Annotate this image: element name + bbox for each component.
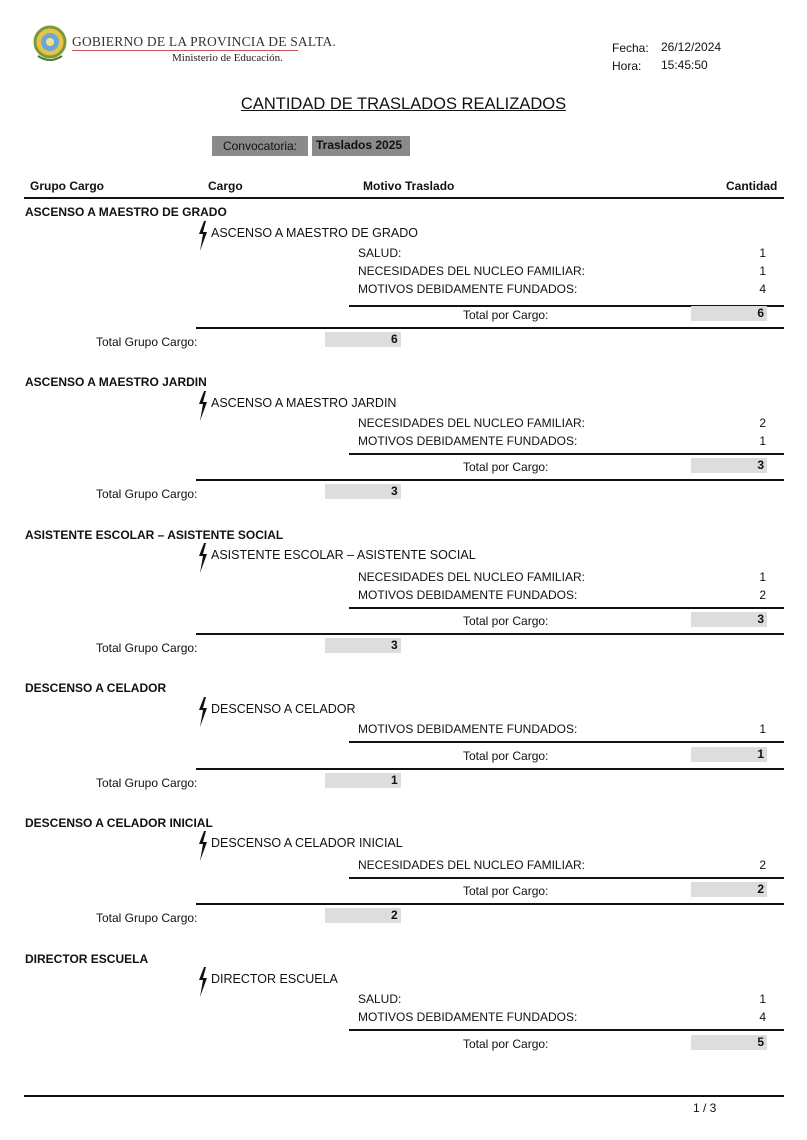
cargo-name: ASCENSO A MAESTRO JARDIN: [211, 396, 397, 410]
total-grupo-cargo-label: Total Grupo Cargo:: [96, 776, 198, 790]
col-grupo-cargo: Grupo Cargo: [30, 179, 104, 193]
motivo-label: NECESIDADES DEL NUCLEO FAMILIAR:: [358, 858, 585, 872]
total-por-cargo-value: 6: [691, 306, 767, 321]
motivo-label: NECESIDADES DEL NUCLEO FAMILIAR:: [358, 570, 585, 584]
motivo-cantidad: 2: [759, 858, 766, 872]
cargo-name: DESCENSO A CELADOR INICIAL: [211, 836, 403, 850]
footer-rule: [24, 1095, 784, 1097]
total-grupo-cargo-value: 2: [325, 908, 401, 923]
total-cargo-rule: [349, 453, 784, 455]
motivo-cantidad: 1: [759, 434, 766, 448]
total-grupo-cargo-label: Total Grupo Cargo:: [96, 911, 198, 925]
lightning-bolt-icon: [197, 697, 209, 730]
motivo-label: MOTIVOS DEBIDAMENTE FUNDADOS:: [358, 1010, 578, 1024]
group-cargo-name: DIRECTOR ESCUELA: [25, 952, 149, 966]
convocatoria-label: Convocatoria:: [212, 136, 308, 156]
motivo-label: MOTIVOS DEBIDAMENTE FUNDADOS:: [358, 722, 578, 736]
col-cargo: Cargo: [208, 179, 243, 193]
cargo-name: DIRECTOR ESCUELA: [211, 972, 338, 986]
motivo-cantidad: 4: [759, 282, 766, 296]
motivo-cantidad: 1: [759, 722, 766, 736]
motivo-label: NECESIDADES DEL NUCLEO FAMILIAR:: [358, 416, 585, 430]
total-grupo-cargo-value: 3: [325, 638, 401, 653]
lightning-bolt-icon: [197, 831, 209, 864]
motivo-cantidad: 1: [759, 246, 766, 260]
motivo-label: MOTIVOS DEBIDAMENTE FUNDADOS:: [358, 434, 578, 448]
lightning-bolt-icon: [197, 967, 209, 1000]
cargo-name: DESCENSO A CELADOR: [211, 702, 356, 716]
group-cargo-name: ASCENSO A MAESTRO DE GRADO: [25, 205, 227, 219]
total-por-cargo-label: Total por Cargo:: [463, 884, 549, 898]
fecha-value: 26/12/2024: [661, 40, 722, 54]
lightning-bolt-icon: [197, 543, 209, 576]
motivo-label: MOTIVOS DEBIDAMENTE FUNDADOS:: [358, 588, 578, 602]
total-grupo-cargo-label: Total Grupo Cargo:: [96, 641, 198, 655]
lightning-bolt-icon: [197, 391, 209, 424]
group-bottom-rule: [196, 633, 784, 635]
hora-label: Hora:: [612, 59, 642, 73]
group-bottom-rule: [196, 327, 784, 329]
col-cantidad: Cantidad: [726, 179, 778, 193]
total-grupo-cargo-value: 1: [325, 773, 401, 788]
group-cargo-name: DESCENSO A CELADOR INICIAL: [25, 816, 213, 830]
org-name: GOBIERNO DE LA PROVINCIA DE SALTA.: [72, 34, 336, 49]
header-rule: [24, 197, 784, 199]
motivo-label: SALUD:: [358, 992, 402, 1006]
group-cargo-name: ASISTENTE ESCOLAR – ASISTENTE SOCIAL: [25, 528, 284, 542]
provincial-seal-icon: [32, 22, 68, 64]
motivo-label: NECESIDADES DEL NUCLEO FAMILIAR:: [358, 264, 585, 278]
ministry-name: Ministerio de Educación.: [172, 52, 283, 64]
org-rule: [72, 50, 298, 51]
total-cargo-rule: [349, 741, 784, 743]
total-cargo-rule: [349, 877, 784, 879]
total-por-cargo-value: 2: [691, 882, 767, 897]
total-por-cargo-label: Total por Cargo:: [463, 460, 549, 474]
hora-value: 15:45:50: [661, 58, 708, 72]
government-logo: [32, 22, 336, 66]
group-cargo-name: DESCENSO A CELADOR: [25, 681, 167, 695]
total-por-cargo-value: 3: [691, 612, 767, 627]
cargo-name: ASISTENTE ESCOLAR – ASISTENTE SOCIAL: [211, 548, 476, 562]
lightning-bolt-icon: [197, 221, 209, 254]
total-grupo-cargo-label: Total Grupo Cargo:: [96, 487, 198, 501]
motivo-cantidad: 2: [759, 588, 766, 602]
motivo-cantidad: 1: [759, 264, 766, 278]
total-por-cargo-label: Total por Cargo:: [463, 1037, 549, 1051]
total-por-cargo-value: 3: [691, 458, 767, 473]
total-cargo-rule: [349, 1029, 784, 1031]
group-bottom-rule: [196, 903, 784, 905]
col-motivo: Motivo Traslado: [363, 179, 455, 193]
motivo-cantidad: 1: [759, 570, 766, 584]
group-bottom-rule: [196, 768, 784, 770]
cargo-name: ASCENSO A MAESTRO DE GRADO: [211, 226, 418, 240]
total-grupo-cargo-label: Total Grupo Cargo:: [96, 335, 198, 349]
total-por-cargo-label: Total por Cargo:: [463, 308, 549, 322]
group-cargo-name: ASCENSO A MAESTRO JARDIN: [25, 375, 207, 389]
total-por-cargo-label: Total por Cargo:: [463, 614, 549, 628]
total-grupo-cargo-value: 6: [325, 332, 401, 347]
group-bottom-rule: [196, 479, 784, 481]
page-number: 1 / 3: [693, 1101, 717, 1115]
motivo-cantidad: 4: [759, 1010, 766, 1024]
total-por-cargo-label: Total por Cargo:: [463, 749, 549, 763]
total-por-cargo-value: 1: [691, 747, 767, 762]
motivo-cantidad: 2: [759, 416, 766, 430]
fecha-label: Fecha:: [612, 41, 649, 55]
total-cargo-rule: [349, 607, 784, 609]
convocatoria-value: Traslados 2025: [312, 136, 410, 156]
total-por-cargo-value: 5: [691, 1035, 767, 1050]
report-title: CANTIDAD DE TRASLADOS REALIZADOS: [240, 95, 567, 113]
motivo-label: MOTIVOS DEBIDAMENTE FUNDADOS:: [358, 282, 578, 296]
motivo-cantidad: 1: [759, 992, 766, 1006]
motivo-label: SALUD:: [358, 246, 402, 260]
total-grupo-cargo-value: 3: [325, 484, 401, 499]
